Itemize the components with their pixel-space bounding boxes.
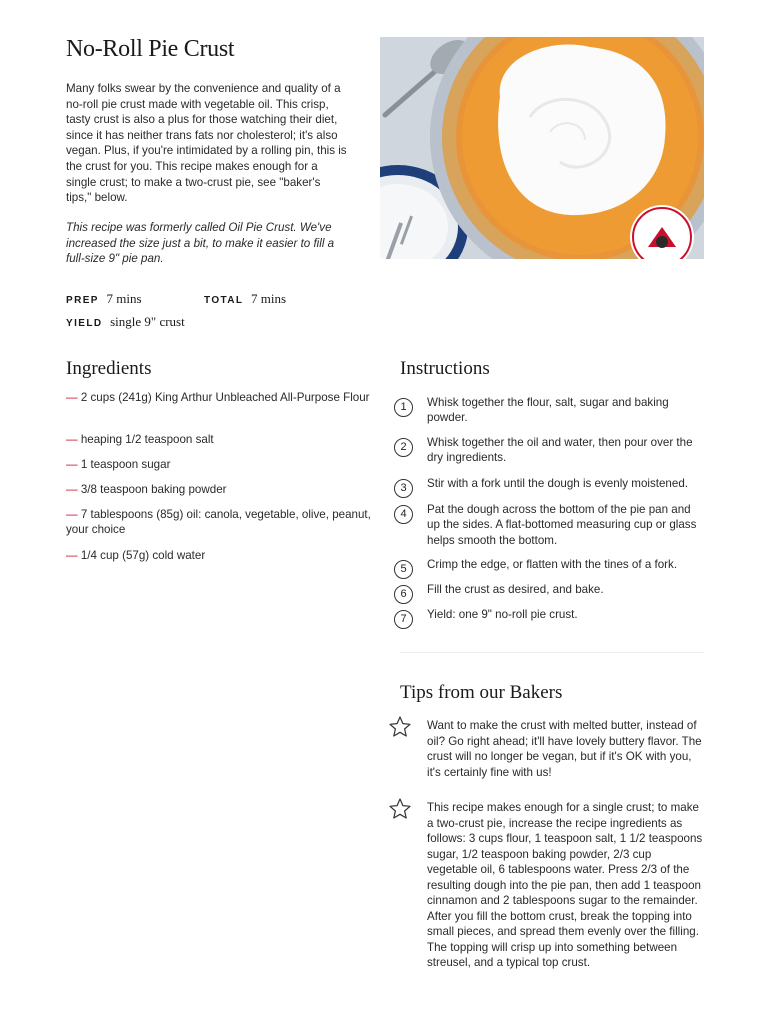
total-time [204, 291, 286, 307]
ingredient-dash: — [66, 549, 78, 562]
ingredient-dash: — [66, 483, 78, 496]
star-outline-icon [388, 715, 412, 744]
tip-text: Want to make the crust with melted butter, instead of oil? Go right ahead; it'll have lovely buttery flavor. The crust will no longer be vegan, but if it's OK with you, it's certainly fine with us! [427, 719, 702, 779]
prep-label: PREP [66, 295, 99, 306]
instructions-heading: Instructions [400, 358, 490, 379]
ingredient-item [66, 457, 372, 472]
step-number: 3 [394, 479, 413, 498]
step-text: Yield: one 9" no-roll pie crust. [427, 608, 578, 621]
total-value: 7 mins [251, 291, 287, 306]
prep-value: 7 mins [106, 291, 142, 306]
step-number: 7 [394, 610, 413, 629]
step-text: Whisk together the oil and water, then pour over the dry ingredients. [427, 436, 693, 465]
ingredient-item [66, 507, 372, 538]
ingredients-heading: Ingredients [66, 358, 152, 379]
recipe-title: No-Roll Pie Crust [66, 36, 235, 62]
ingredient-item [66, 432, 372, 447]
ingredient-item [66, 390, 372, 405]
ingredient-text: 1 teaspoon sugar [80, 458, 171, 471]
step-number: 4 [394, 505, 413, 524]
ingredient-text: 3/8 teaspoon baking powder [80, 483, 227, 496]
pie-photo [380, 37, 704, 259]
step-text: Stir with a fork until the dough is evenly moistened. [427, 477, 688, 490]
ingredient-dash: — [66, 508, 78, 521]
recipe-intro: Many folks swear by the convenience and quality of a no-roll pie crust made with vegetable oil. This crisp, tasty crust is also a plus for those watching their diet, since it has neither trans fats nor cholesterol; it's also vegan. Plus, if you're intimidated by a rolling pin, this is the crust for you. This recipe makes enough for a single crust; to make a two-crust pie, see "baker's tips," below. [66, 82, 347, 205]
recipe-note: This recipe was formerly called Oil Pie Crust. We've increased the size just a bit, to make it easier to fill a full-size 9" pie pan. [66, 221, 335, 266]
ingredient-dash: — [66, 391, 78, 404]
step-number: 6 [394, 585, 413, 604]
step-number: 5 [394, 560, 413, 579]
step-text: Fill the crust as desired, and bake. [427, 583, 604, 596]
yield-label: YIELD [66, 318, 103, 329]
ingredient-text: 1/4 cup (57g) cold water [80, 549, 206, 562]
step-text: Whisk together the flour, salt, sugar and baking powder. [427, 396, 669, 425]
step-number: 2 [394, 438, 413, 457]
step-number: 1 [394, 398, 413, 417]
ingredient-item [66, 482, 372, 497]
ingredient-text: 2 cups (241g) King Arthur Unbleached All-Purpose Flour [80, 391, 370, 404]
step-text: Pat the dough across the bottom of the pie pan and up the sides. A flat-bottomed measuring cup or glass helps smooth the bottom. [427, 503, 697, 547]
ingredient-dash: — [66, 458, 78, 471]
total-label: TOTAL [204, 295, 244, 306]
ingredient-item [66, 548, 372, 563]
yield [66, 314, 185, 330]
ingredient-dash: — [66, 433, 78, 446]
ingredient-text: heaping 1/2 teaspoon salt [80, 433, 214, 446]
step-text: Crimp the edge, or flatten with the tines of a fork. [427, 558, 678, 571]
star-outline-icon [388, 797, 412, 826]
section-divider [400, 652, 704, 653]
prep-time [66, 291, 142, 307]
tip-text: This recipe makes enough for a single crust; to make a two-crust pie, increase the recipe ingredients as follows: 3 cups flour, 1 teaspoon salt, 1 1/2 teaspoons sugar, 1/2 teaspoon baking powder, 2/3 cup vegetable oil, 6 tablespoons water. Press 2/3 of the resulting dough into the pie pan, then add 1 teaspoon cinnamon and 2 tablespoons sugar to the remainder. After you fill the bottom crust, break the topping into small pieces, and spread them evenly over the filling. The topping will crisp up into something between streusel, and a typical top crust. [427, 801, 703, 969]
ingredient-text: 7 tablespoons (85g) oil: canola, vegetable, olive, peanut, your choice [66, 508, 371, 537]
tips-heading: Tips from our Bakers [400, 682, 563, 703]
yield-value: single 9" crust [110, 314, 185, 329]
